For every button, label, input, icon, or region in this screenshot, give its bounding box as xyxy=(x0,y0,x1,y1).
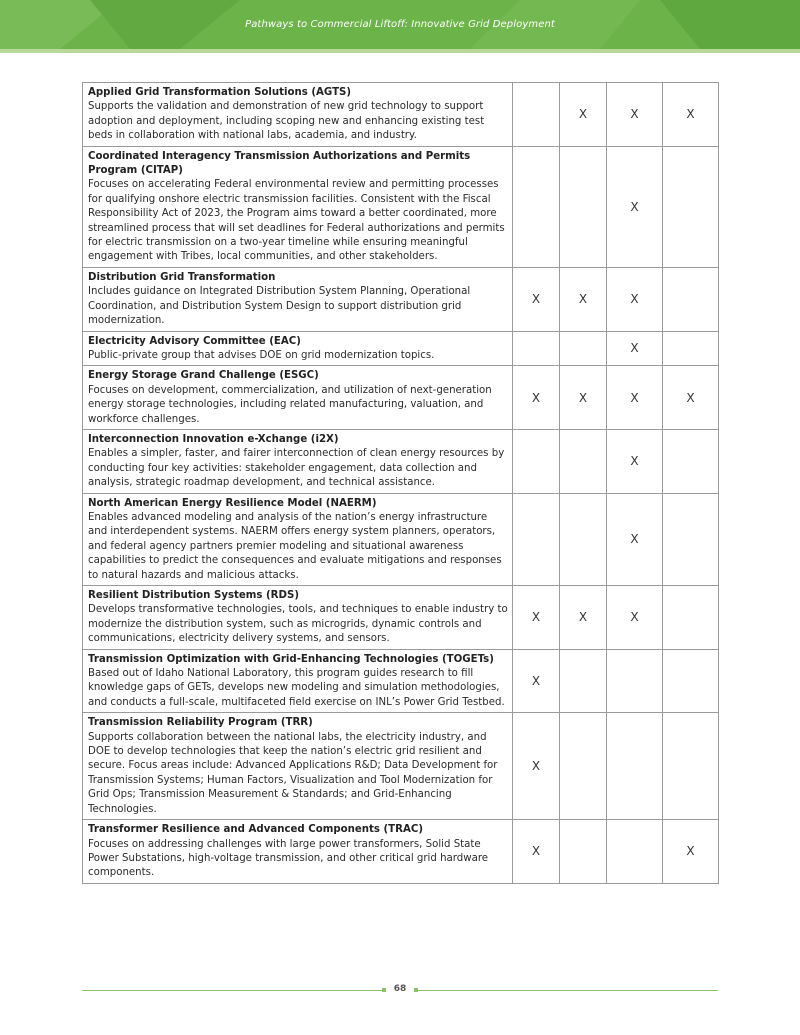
program-name: Resilient Distribution Systems (RDS) xyxy=(88,590,299,601)
page-number: 68 xyxy=(393,984,407,994)
check-mark-cell xyxy=(663,649,719,713)
check-mark-cell: X xyxy=(663,366,719,430)
check-mark-cell: X xyxy=(513,649,560,713)
check-mark-cell: X xyxy=(560,366,607,430)
table-row xyxy=(83,267,719,331)
check-mark-cell xyxy=(560,146,607,267)
check-mark-cell: X xyxy=(513,366,560,430)
table-row xyxy=(83,649,719,713)
check-mark-cell xyxy=(560,429,607,493)
program-name: North American Energy Resilience Model (NAERM) xyxy=(88,497,377,509)
program-description: Focuses on development, commercialization, and utilization of next-generation energy storage technologies, including related manufacturing, valuation, and workforce challenges. xyxy=(88,384,492,425)
check-mark-cell: X xyxy=(607,493,663,585)
program-name: Transmission Optimization with Grid-Enhancing Technologies (TOGETs) xyxy=(88,653,494,665)
table-row xyxy=(83,146,719,267)
header-banner xyxy=(0,0,800,49)
program-description-cell xyxy=(83,713,513,820)
check-mark-cell xyxy=(513,331,560,366)
program-name: Distribution Grid Transformation xyxy=(88,271,276,283)
table-row xyxy=(83,586,719,650)
check-mark-cell: X xyxy=(663,820,719,884)
table-row xyxy=(83,713,719,820)
program-description: Based out of Idaho National Laboratory, this program guides research to fill knowledge gaps of GETs, develops new modeling and simulation methodologies, and conducts a full-scale, multifaceted field exercise on INL’s Power Grid Testbed. xyxy=(88,668,505,708)
program-name: Transformer Resilience and Advanced Components (TRAC) xyxy=(88,824,423,836)
program-description-cell xyxy=(83,586,513,650)
program-table xyxy=(82,82,719,884)
program-description-cell xyxy=(83,493,513,585)
table-row xyxy=(83,331,719,366)
check-mark-cell xyxy=(513,146,560,267)
header-subbar xyxy=(0,49,800,53)
check-mark-cell xyxy=(513,493,560,585)
program-description-cell xyxy=(83,429,513,493)
table-row xyxy=(83,493,719,585)
program-description-cell xyxy=(83,366,513,430)
program-name: Applied Grid Transformation Solutions (AGTS) xyxy=(88,87,352,98)
check-mark-cell: X xyxy=(513,267,560,331)
table-row xyxy=(83,83,719,147)
check-mark-cell xyxy=(663,146,719,267)
check-mark-cell: X xyxy=(607,429,663,493)
footer-rule-left xyxy=(82,990,384,991)
program-description: Supports collaboration between the national labs, the electricity industry, and DOE to develop technologies that keep the nation’s electric grid resilient and secure. Focus areas include: Advanced Applications R&D; Data Development for Transmission Systems; Human Factors, Visualization and Tool Modernization for Grid Ops; Transmission Measurement & Standards; and Grid-Enhancing Technologies. xyxy=(88,731,498,815)
program-description-cell xyxy=(83,649,513,713)
check-mark-cell: X xyxy=(607,331,663,366)
check-mark-cell: X xyxy=(607,146,663,267)
program-description: Focuses on addressing challenges with large power transformers, Solid State Power Substations, high-voltage transmission, and other critical grid hardware components. xyxy=(88,838,489,879)
program-description: Includes guidance on Integrated Distribution System Planning, Operational Coordination, and Distribution System Design to support distribution grid modernization. xyxy=(88,286,471,327)
program-description-cell xyxy=(83,267,513,331)
check-mark-cell xyxy=(560,820,607,884)
check-mark-cell xyxy=(663,713,719,820)
program-description-cell xyxy=(83,820,513,884)
check-mark-cell xyxy=(663,267,719,331)
check-mark-cell: X xyxy=(607,83,663,147)
table-row xyxy=(83,820,719,884)
program-description: Supports the validation and demonstration of new grid technology to support adoption and deployment, including scoping new and enhancing existing test beds in collaboration with national labs, academia, and industry. xyxy=(88,101,485,142)
check-mark-cell xyxy=(607,649,663,713)
check-mark-cell xyxy=(513,429,560,493)
table-row xyxy=(83,366,719,430)
program-description: Public-private group that advises DOE on grid modernization topics. xyxy=(88,349,435,361)
program-description: Develops transformative technologies, tools, and techniques to enable industry to modernize the distribution system, such as microgrids, dynamic controls and communications, electricity delivery systems, and sensors. xyxy=(88,604,508,645)
program-name: Electricity Advisory Committee (EAC) xyxy=(88,335,301,347)
check-mark-cell: X xyxy=(607,586,663,650)
check-mark-cell: X xyxy=(513,820,560,884)
check-mark-cell: X xyxy=(607,267,663,331)
footer-rule-right xyxy=(415,990,718,991)
check-mark-cell xyxy=(663,331,719,366)
program-name: Coordinated Interagency Transmission Authorizations and Permits Program (CITAP) xyxy=(88,150,471,177)
check-mark-cell xyxy=(513,83,560,147)
program-description-cell xyxy=(83,146,513,267)
check-mark-cell: X xyxy=(513,586,560,650)
document-title: Pathways to Commercial Liftoff: Innovative Grid Deployment xyxy=(245,19,555,30)
check-mark-cell xyxy=(663,429,719,493)
check-mark-cell: X xyxy=(663,83,719,147)
check-mark-cell xyxy=(560,713,607,820)
check-mark-cell xyxy=(663,493,719,585)
check-mark-cell xyxy=(560,493,607,585)
check-mark-cell: X xyxy=(513,713,560,820)
check-mark-cell: X xyxy=(560,267,607,331)
program-description: Enables advanced modeling and analysis of the nation’s energy infrastructure and interdependent systems. NAERM offers energy system planners, operators, and federal agency partners premier modeling and situational awareness capabilities to predict the consequences and evaluate mitigations and responses to natural hazards and malicious attacks. xyxy=(88,511,502,581)
check-mark-cell xyxy=(663,586,719,650)
check-mark-cell xyxy=(560,649,607,713)
program-description: Enables a simpler, faster, and fairer interconnection of clean energy resources by conducting four key activities: stakeholder engagement, data collection and analysis, strategic roadmap development, and technical assistance. xyxy=(88,448,505,489)
program-name: Interconnection Innovation e-Xchange (i2X) xyxy=(88,433,339,445)
table-row xyxy=(83,429,719,493)
program-name: Energy Storage Grand Challenge (ESGC) xyxy=(88,370,319,382)
program-name: Transmission Reliability Program (TRR) xyxy=(88,717,313,729)
check-mark-cell xyxy=(560,331,607,366)
check-mark-cell: X xyxy=(560,586,607,650)
program-description-cell xyxy=(83,83,513,147)
check-mark-cell xyxy=(607,820,663,884)
program-description-cell xyxy=(83,331,513,366)
check-mark-cell: X xyxy=(560,83,607,147)
check-mark-cell: X xyxy=(607,366,663,430)
program-description: Focuses on accelerating Federal environmental review and permitting processes for qualifying onshore electric transmission facilities. Consistent with the Fiscal Responsibility Act of 2023, the Program aims toward a better coordinated, more streamlined process that will set deadlines for Federal authorizations and permits for electric transmission on a two-year timeline while ensuring meaningful engagement with Tribes, local communities, and other stakeholders. xyxy=(88,179,505,263)
check-mark-cell xyxy=(607,713,663,820)
